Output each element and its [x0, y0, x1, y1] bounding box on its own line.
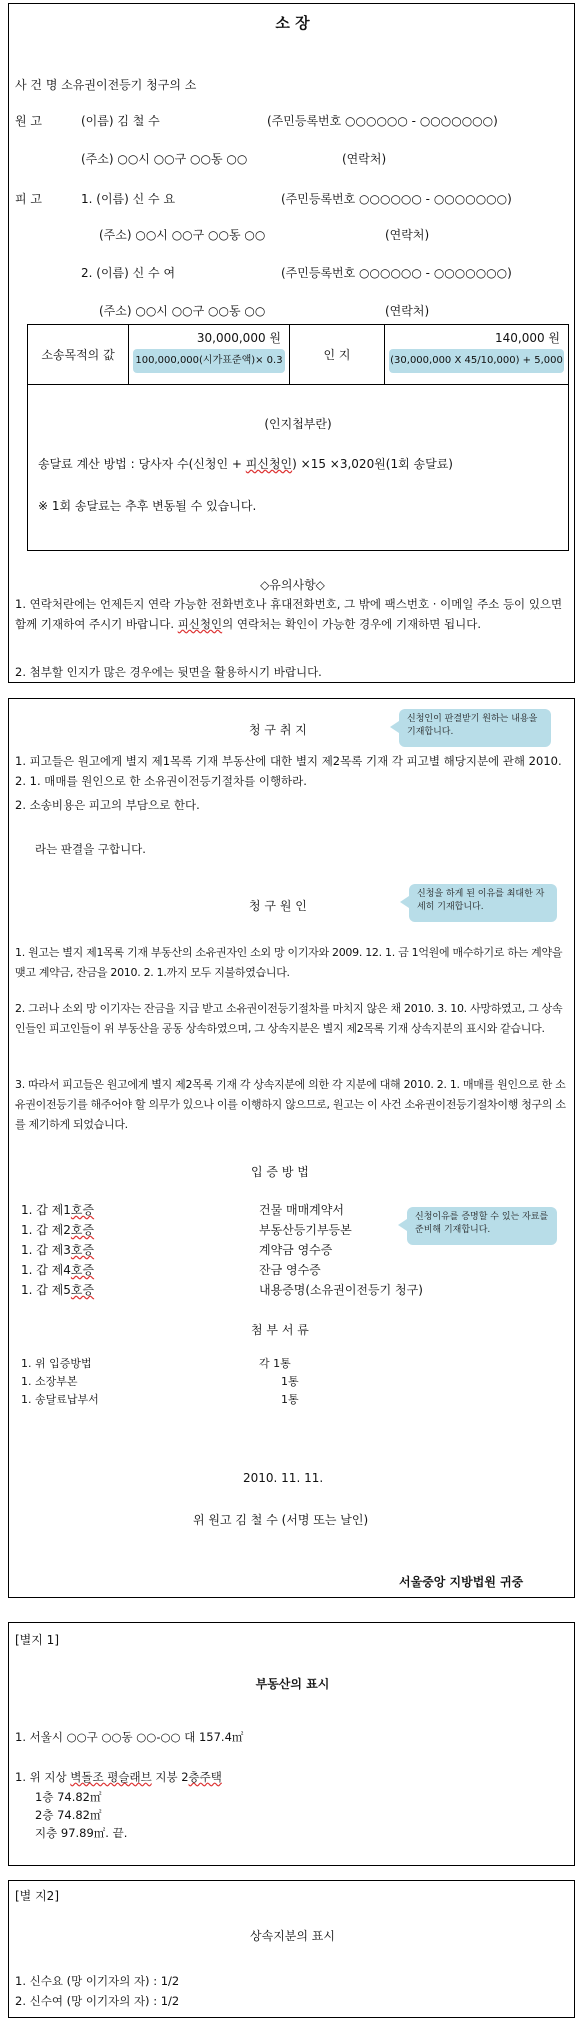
- evidence-4-prefix: 1. 갑 제4: [21, 1263, 71, 1277]
- evidence-2-no: [21, 1221, 94, 1238]
- notice-1-prefix: 1. 연락처란에는 언제든지 연락 가능한 전화번호나 휴대전화번호, 그 밖에 팩스번호 · 이메일 주소 등이 있으면 함께 기재하여 주시기 바랍니다.: [15, 597, 563, 631]
- stamp-label: 인 지: [290, 325, 385, 385]
- share-item-2: 2. 신수여 (망 이기자의 자) : 1/2: [15, 1994, 180, 2008]
- evidence-5-desc: 내용증명(소유권이전등기 청구): [259, 1283, 423, 1297]
- evidence-callout: 신청이유를 증명할 수 있는 자료를 준비해 기재합니다.: [407, 1207, 557, 1245]
- evidence-2-prefix: 1. 갑 제2: [21, 1223, 71, 1237]
- notice-2: 2. 첨부할 인지가 많은 경우에는 뒷면을 활용하시기 바랍니다.: [15, 665, 322, 679]
- claim-2: 2. 소송비용은 피고의 부담으로 한다.: [15, 798, 200, 812]
- evidence-3-desc: 계약금 영수증: [259, 1243, 333, 1257]
- notice-1-mark: 피신청인: [177, 617, 223, 631]
- appendix-1-title: 부동산의 표시: [255, 1677, 330, 1691]
- postage-calc-mark: 피신청인: [245, 457, 293, 471]
- evidence-title: 입 증 방 법: [251, 1165, 309, 1179]
- value-formula: 100,000,000(시가표준액)× 0.3: [133, 349, 285, 373]
- defendant-2-contact: (연락처): [385, 304, 430, 318]
- evidence-3-prefix: 1. 갑 제3: [21, 1243, 71, 1257]
- claim-3: 라는 판결을 구합니다.: [35, 842, 146, 856]
- value-amount: 30,000,000 원: [196, 331, 281, 345]
- postage-calc: [38, 455, 453, 472]
- appendix-2-label: [별 지2]: [15, 1889, 59, 1903]
- appendix-1-label: [별지 1]: [15, 1633, 59, 1647]
- defendant-1-addr: (주소) ○○시 ○○구 ○○동 ○○: [99, 228, 266, 242]
- defendant-1-reg: (주민등록번호 ○○○○○○ - ○○○○○○○): [281, 192, 512, 206]
- signer: 위 원고 김 철 수 (서명 또는 날인): [193, 1513, 369, 1527]
- evidence-4-mark: 호증: [70, 1263, 95, 1277]
- cause-1: 1. 원고는 별지 제1목록 기재 부동산의 소유권자인 소외 망 이기자와 2009. 12. 1. 금 1억원에 매수하기로 하는 계약을 맺고 계약금, 잔금을 2010. 2. 1.까지 모두 지불하였습니다.: [15, 946, 563, 979]
- property-item-2: [15, 1769, 222, 1785]
- notice-1: [15, 594, 567, 634]
- postage-note: ※ 1회 송달료는 추후 변동될 수 있습니다.: [38, 499, 257, 513]
- floor-1: 1층 74.82㎡: [35, 1790, 102, 1804]
- page-2: [8, 698, 575, 1598]
- defendant-1-contact: (연락처): [385, 228, 430, 242]
- share-item-1: 1. 신수요 (망 이기자의 자) : 1/2: [15, 1974, 180, 1988]
- page-3: [8, 1622, 575, 1866]
- fee-table: [27, 324, 569, 551]
- evidence-4-desc: 잔금 영수증: [259, 1263, 321, 1277]
- value-label: 소송목적의 값: [28, 325, 129, 385]
- plaintiff-name: (이름) 김 철 수: [81, 114, 160, 128]
- plaintiff-contact: (연락처): [342, 152, 387, 166]
- evidence-3-no: [21, 1241, 94, 1258]
- notice-title: ◇유의사항◇: [260, 578, 325, 592]
- defendant-2-reg: (주민등록번호 ○○○○○○ - ○○○○○○○): [281, 266, 512, 280]
- evidence-3-mark: 호증: [70, 1243, 95, 1257]
- page-4: [8, 1880, 575, 2018]
- property-item-2-mark1: 벽돌조 평슬래브: [70, 1770, 152, 1784]
- plaintiff-addr: (주소) ○○시 ○○구 ○○동 ○○: [81, 152, 248, 166]
- evidence-1-desc: 건물 매매계약서: [259, 1203, 344, 1217]
- stamp-cell: [385, 325, 569, 385]
- property-item-2-prefix: 1. 위 지상: [15, 1770, 71, 1784]
- appendix-2-title: 상속지분의 표시: [250, 1929, 335, 1943]
- evidence-5-mark: 호증: [70, 1283, 95, 1297]
- defendant-2-name: 2. (이름) 신 수 여: [81, 266, 176, 280]
- attach-3-name: 1. 송달료납부서: [21, 1393, 99, 1406]
- attach-1-name: 1. 위 입증방법: [21, 1357, 92, 1370]
- evidence-2-desc: 부동산등기부등본: [259, 1223, 352, 1237]
- stamp-note: (인지첩부란): [264, 417, 332, 431]
- evidence-1-mark: 호증: [70, 1203, 95, 1217]
- postage-calc-suffix: ) ×15 ×3,020원(1회 송달료): [292, 457, 453, 471]
- value-cell: [129, 325, 290, 385]
- doc-date: 2010. 11. 11.: [243, 1471, 324, 1485]
- plaintiff-role: 원 고: [15, 114, 42, 128]
- evidence-1-prefix: 1. 갑 제1: [21, 1203, 71, 1217]
- stamp-formula: (30,000,000 X 45/10,000) + 5,000: [389, 349, 564, 373]
- evidence-5-no: [21, 1281, 94, 1298]
- attach-2-name: 1. 소장부본: [21, 1375, 78, 1388]
- defendant-1-name: 1. (이름) 신 수 요: [81, 192, 176, 206]
- evidence-4-no: [21, 1261, 94, 1278]
- property-item-1: 1. 서울시 ○○구 ○○동 ○○-○○ 대 157.4㎡: [15, 1730, 244, 1744]
- attach-3-count: 1통: [281, 1393, 299, 1406]
- claim-title: 청 구 취 지: [249, 723, 307, 737]
- attach-2-count: 1통: [281, 1375, 299, 1388]
- claim-1: 1. 피고들은 원고에게 별지 제1목록 기재 부동산에 대한 별지 제2목록 기재 각 피고별 해당지분에 관해 2010. 2. 1. 매매를 원인으로 한 소유권이전등기절차를 이행하라.: [15, 754, 562, 788]
- stamp-amount: 140,000 원: [494, 331, 560, 345]
- property-item-2-mark2: 층주택: [188, 1770, 222, 1784]
- cause-2: 2. 그러나 소외 망 이기자는 잔금을 지급 받고 소유권이전등기절차를 마치지 않은 채 2010. 3. 10. 사망하였고, 그 상속인들인 피고인들이 위 부동산을 공동 상속하였으며, 그 상속지분은 별지 제2목록 기재 상속지분의 표시와 같습니다.: [15, 1002, 563, 1035]
- postage-calc-prefix: 송달료 계산 방법 : 당사자 수(신청인 +: [38, 457, 246, 471]
- court: 서울중앙 지방법원 귀중: [399, 1575, 524, 1589]
- cause-3: 3. 따라서 피고들은 원고에게 별지 제2목록 기재 각 상속지분에 의한 각 지분에 대해 2010. 2. 1. 매매를 원인으로 한 소유권이전등기를 해주어야 할 의무가 있으나 이를 이행하지 않으므로, 원고는 이 사건 소유권이전등기절차이행 청구의 소를 제기하게 되었습니다.: [15, 1078, 566, 1131]
- notice-1-suffix: 의 연락처는 확인이 가능한 경우에 기재하면 됩니다.: [222, 617, 482, 631]
- property-item-2-mid: 지붕 2: [151, 1770, 189, 1784]
- stamp-area: [28, 385, 569, 551]
- floor-3: 지층 97.89㎡. 끝.: [35, 1826, 128, 1840]
- claim-callout: 신청인이 판결받기 원하는 내용을 기재합니다.: [399, 709, 551, 747]
- doc-title: 소 장: [275, 14, 310, 32]
- cause-callout: 신청을 하게 된 이유를 최대한 자세히 기재합니다.: [409, 884, 557, 922]
- evidence-1-no: [21, 1201, 94, 1218]
- page-1: [8, 3, 575, 683]
- attach-1-count: 각 1통: [259, 1357, 291, 1370]
- attach-title: 첨 부 서 류: [251, 1323, 309, 1337]
- defendants-role: 피 고: [15, 192, 42, 206]
- plaintiff-reg: (주민등록번호 ○○○○○○ - ○○○○○○○): [267, 114, 498, 128]
- evidence-2-mark: 호증: [70, 1223, 95, 1237]
- defendant-2-addr: (주소) ○○시 ○○구 ○○동 ○○: [99, 304, 266, 318]
- floor-2: 2층 74.82㎡: [35, 1808, 102, 1822]
- evidence-5-prefix: 1. 갑 제5: [21, 1283, 71, 1297]
- case-name: 사 건 명 소유권이전등기 청구의 소: [15, 78, 197, 92]
- cause-title: 청 구 원 인: [249, 899, 307, 913]
